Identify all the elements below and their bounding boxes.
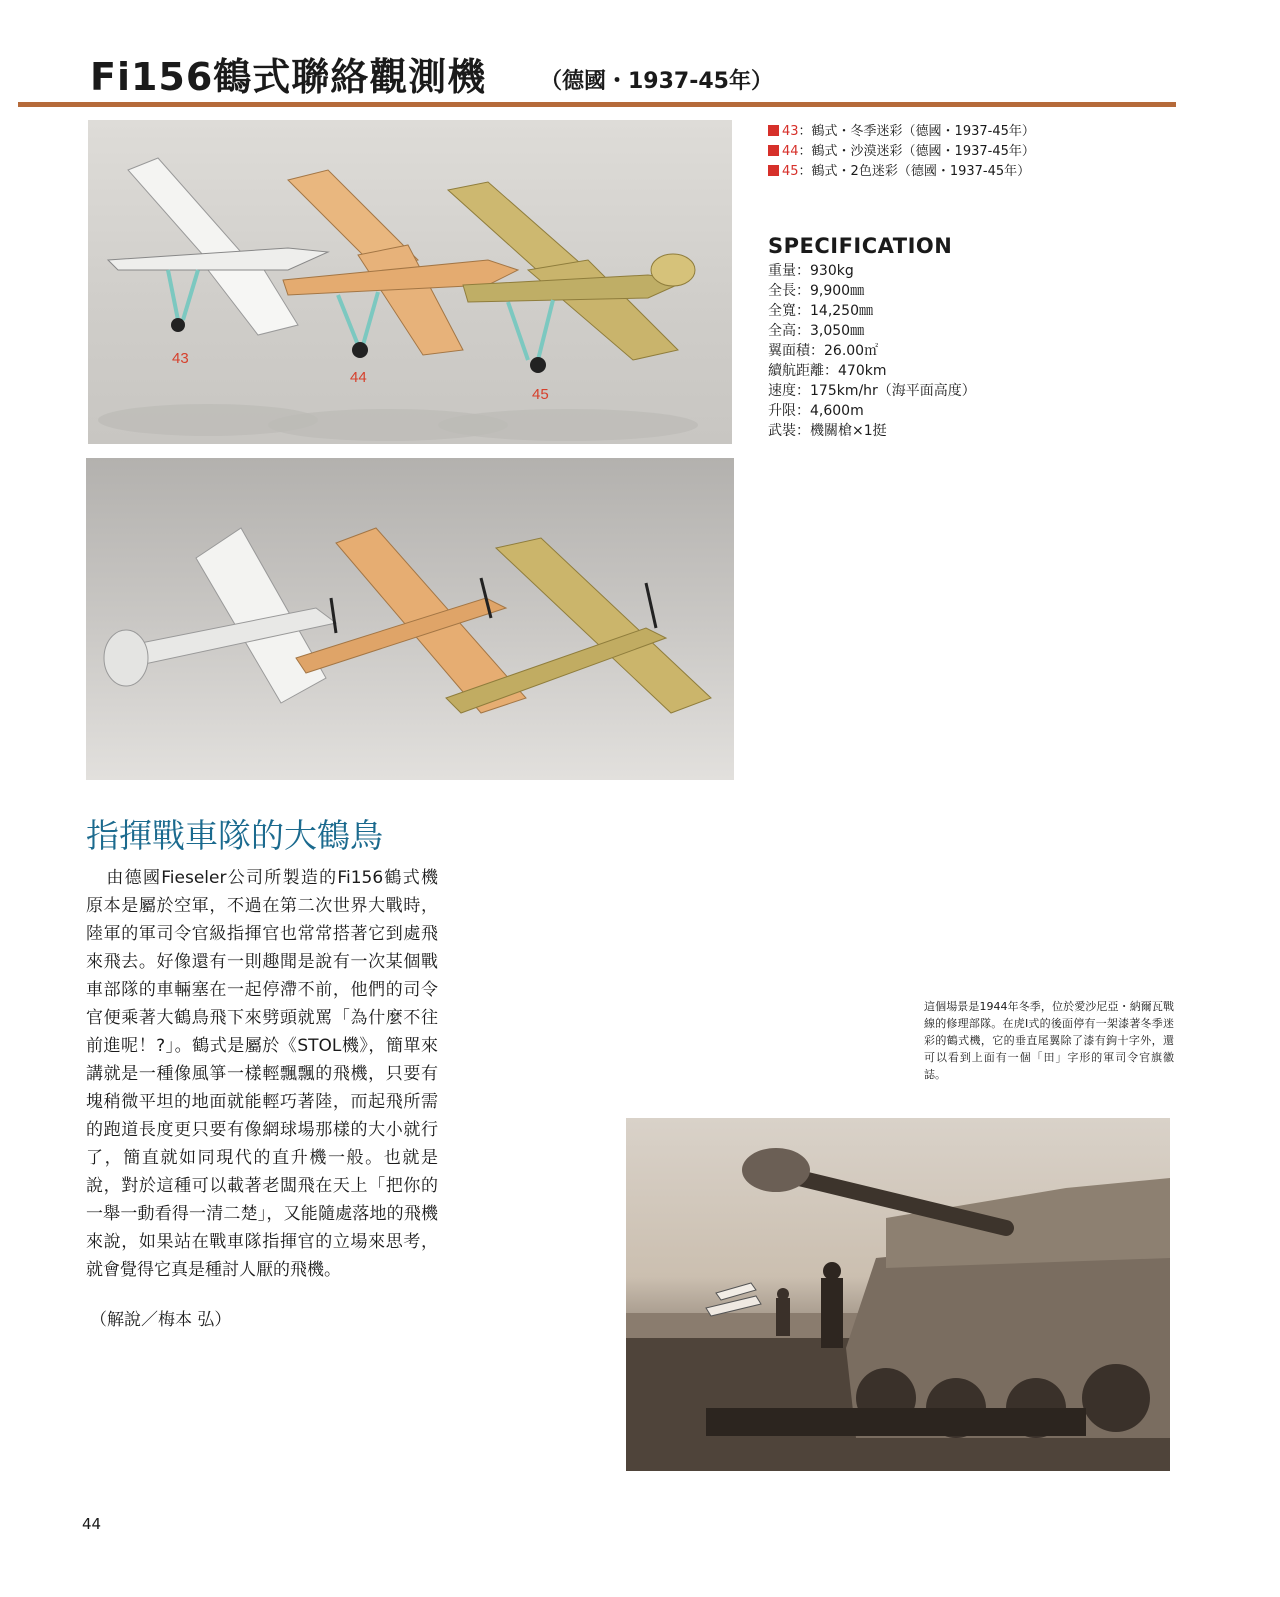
spec-list	[768, 261, 976, 441]
historical-tank-photo	[626, 1118, 1170, 1471]
spec-heading: SPECIFICATION	[768, 234, 953, 258]
red-square-icon	[768, 165, 779, 176]
photo-label-43: 43	[172, 350, 189, 367]
spec-row: 續航距離：470km	[768, 363, 887, 379]
photo-label-44: 44	[350, 369, 367, 386]
page-subtitle: （德國・1937-45年）	[540, 69, 773, 94]
variant-item: 45：鶴式・2色迷彩（德國・1937-45年）	[768, 162, 1035, 182]
article-body	[86, 864, 438, 1284]
spec-row: 速度：175km/hr（海平面高度）	[768, 383, 976, 399]
red-square-icon	[768, 125, 779, 136]
model-photo-side-view	[88, 120, 732, 444]
spec-row: 重量：930kg	[768, 263, 854, 279]
variant-item: 44：鶴式・沙漠迷彩（德國・1937-45年）	[768, 142, 1035, 162]
page-title: Fi156鶴式聯絡觀測機	[90, 55, 487, 99]
photo-caption: 這個場景是1944年冬季，位於愛沙尼亞・納爾瓦戰線的修理部隊。在虎Ⅰ式的後面停有一架漆著冬季迷彩的鶴式機，它的垂直尾翼除了漆有鉤十字外，還可以看到上面有一個「田」字形的軍司令官旗徽誌。	[924, 1000, 1174, 1081]
article-paragraph: 由德國Fieseler公司所製造的Fi156鶴式機原本是屬於空軍，不過在第二次世界大戰時，陸軍的軍司令官級指揮官也常常搭著它到處飛來飛去。好像還有一則趣聞是說有一次某個戰車部隊的車輛塞在一起停滯不前，他們的司令官便乘著大鶴鳥飛下來劈頭就罵「為什麼不往前進呢！?」。鶴式是屬於《STOL機》，簡單來講就是一種像風箏一樣輕飄飄的飛機，只要有塊稍微平坦的地面就能輕巧著陸，而起飛所需的跑道長度更只要有像網球場那樣的大小就行了，簡直就如同現代的直升機一般。也就是說，對於這種可以載著老闆飛在天上「把你的一舉一動看得一清二楚」，又能隨處落地的飛機來說，如果站在戰車隊指揮官的立場來思考，就會覺得它真是種討人厭的飛機。	[86, 868, 438, 1280]
variant-list	[768, 122, 1035, 182]
page-number: 44	[82, 1515, 102, 1533]
spec-row: 全寬：14,250㎜	[768, 303, 873, 319]
spec-row: 全高：3,050㎜	[768, 323, 865, 339]
article-author: （解說／梅本 弘）	[90, 1310, 232, 1330]
red-square-icon	[768, 145, 779, 156]
spec-row: 升限：4,600m	[768, 403, 864, 419]
spec-row: 翼面積：26.00㎡	[768, 343, 879, 359]
spec-row: 武裝：機關槍×1挺	[768, 423, 887, 439]
photo-label-45: 45	[532, 386, 549, 403]
variant-item: 43：鶴式・冬季迷彩（德國・1937-45年）	[768, 122, 1035, 142]
model-photo-top-view	[86, 458, 734, 780]
header-rule	[18, 102, 1176, 107]
spec-row: 全長：9,900㎜	[768, 283, 865, 299]
article-title: 指揮戰車隊的大鶴鳥	[86, 816, 383, 855]
